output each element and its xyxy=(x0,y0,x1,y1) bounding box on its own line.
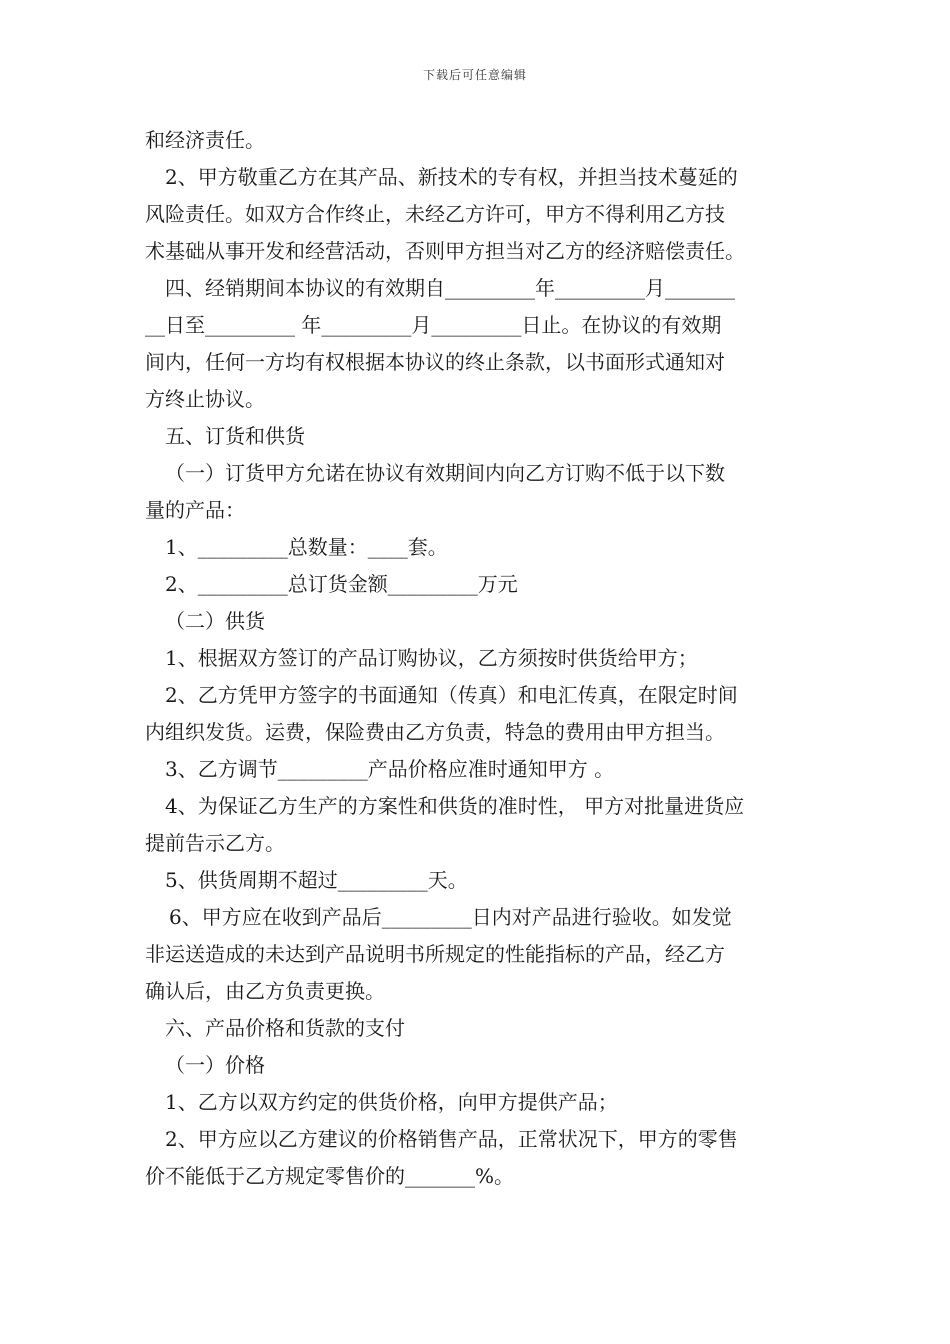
subsection-heading: （一）价格 xyxy=(165,1053,265,1077)
paragraph-line: __日至_________ 年_________月_________日止。在协议的有效期 xyxy=(145,313,722,337)
paragraph-line: （一）订货甲方允诺在协议有效期间内向乙方订购不低于以下数 xyxy=(165,461,725,485)
page-header: 下载后可任意编辑 xyxy=(422,68,527,82)
subsection-heading: （二）供货 xyxy=(165,609,265,633)
paragraph-line: 提前告示乙方。 xyxy=(145,831,285,855)
list-item: 2、_________总订货金额_________万元 xyxy=(165,572,518,596)
section-four-line: 四、经销期间本协议的有效期自_________年_________月_______ xyxy=(165,276,735,300)
list-item: 2、甲方应以乙方建议的价格销售产品，正常状况下，甲方的零售 xyxy=(165,1127,738,1151)
section-heading: 五、订货和供货 xyxy=(165,424,305,448)
paragraph-line: 间内，任何一方均有权根据本协议的终止条款，以书面形式通知对 xyxy=(145,350,725,374)
list-item: 1、根据双方签订的产品订购协议，乙方须按时供货给甲方； xyxy=(165,646,698,670)
paragraph-line: 价不能低于乙方规定零售价的_______%。 xyxy=(145,1164,515,1188)
list-item: 4、为保证乙方生产的方案性和供货的准时性， 甲方对批量进货应 xyxy=(165,794,745,818)
document-body xyxy=(145,122,809,1195)
list-item: 2、乙方凭甲方签字的书面通知（传真）和电汇传真，在限定时间 xyxy=(165,683,738,707)
paragraph-line: 量的产品： xyxy=(145,498,245,522)
paragraph-line: 确认后，由乙方负责更换。 xyxy=(145,979,385,1003)
list-item: 3、乙方调节_________产品价格应准时通知甲方 。 xyxy=(165,757,615,781)
paragraph-line: 非运送造成的未达到产品说明书所规定的性能指标的产品，经乙方 xyxy=(145,942,725,966)
paragraph-line: 内组织发货。运费，保险费由乙方负责，特急的费用由甲方担当。 xyxy=(145,720,725,744)
paragraph-line: 2、甲方敬重乙方在其产品、新技术的专有权，并担当技术蔓延的 xyxy=(165,165,738,189)
paragraph-line: 风险责任。如双方合作终止，未经乙方许可，甲方不得利用乙方技 xyxy=(145,202,725,226)
list-item: 6、甲方应在收到产品后_________日内对产品进行验收。如发觉 xyxy=(169,905,732,929)
paragraph-line: 和经济责任。 xyxy=(145,128,265,152)
list-item: 5、供货周期不超过_________天。 xyxy=(165,868,468,892)
section-heading: 六、产品价格和货款的支付 xyxy=(165,1016,405,1040)
list-item: 1、_________总数量：____套。 xyxy=(165,535,448,559)
paragraph-line: 术基础从事开发和经营活动，否则甲方担当对乙方的经济赔偿责任。 xyxy=(145,239,745,263)
list-item: 1、乙方以双方约定的供货价格，向甲方提供产品； xyxy=(165,1090,618,1114)
paragraph-line: 方终止协议。 xyxy=(145,387,265,411)
